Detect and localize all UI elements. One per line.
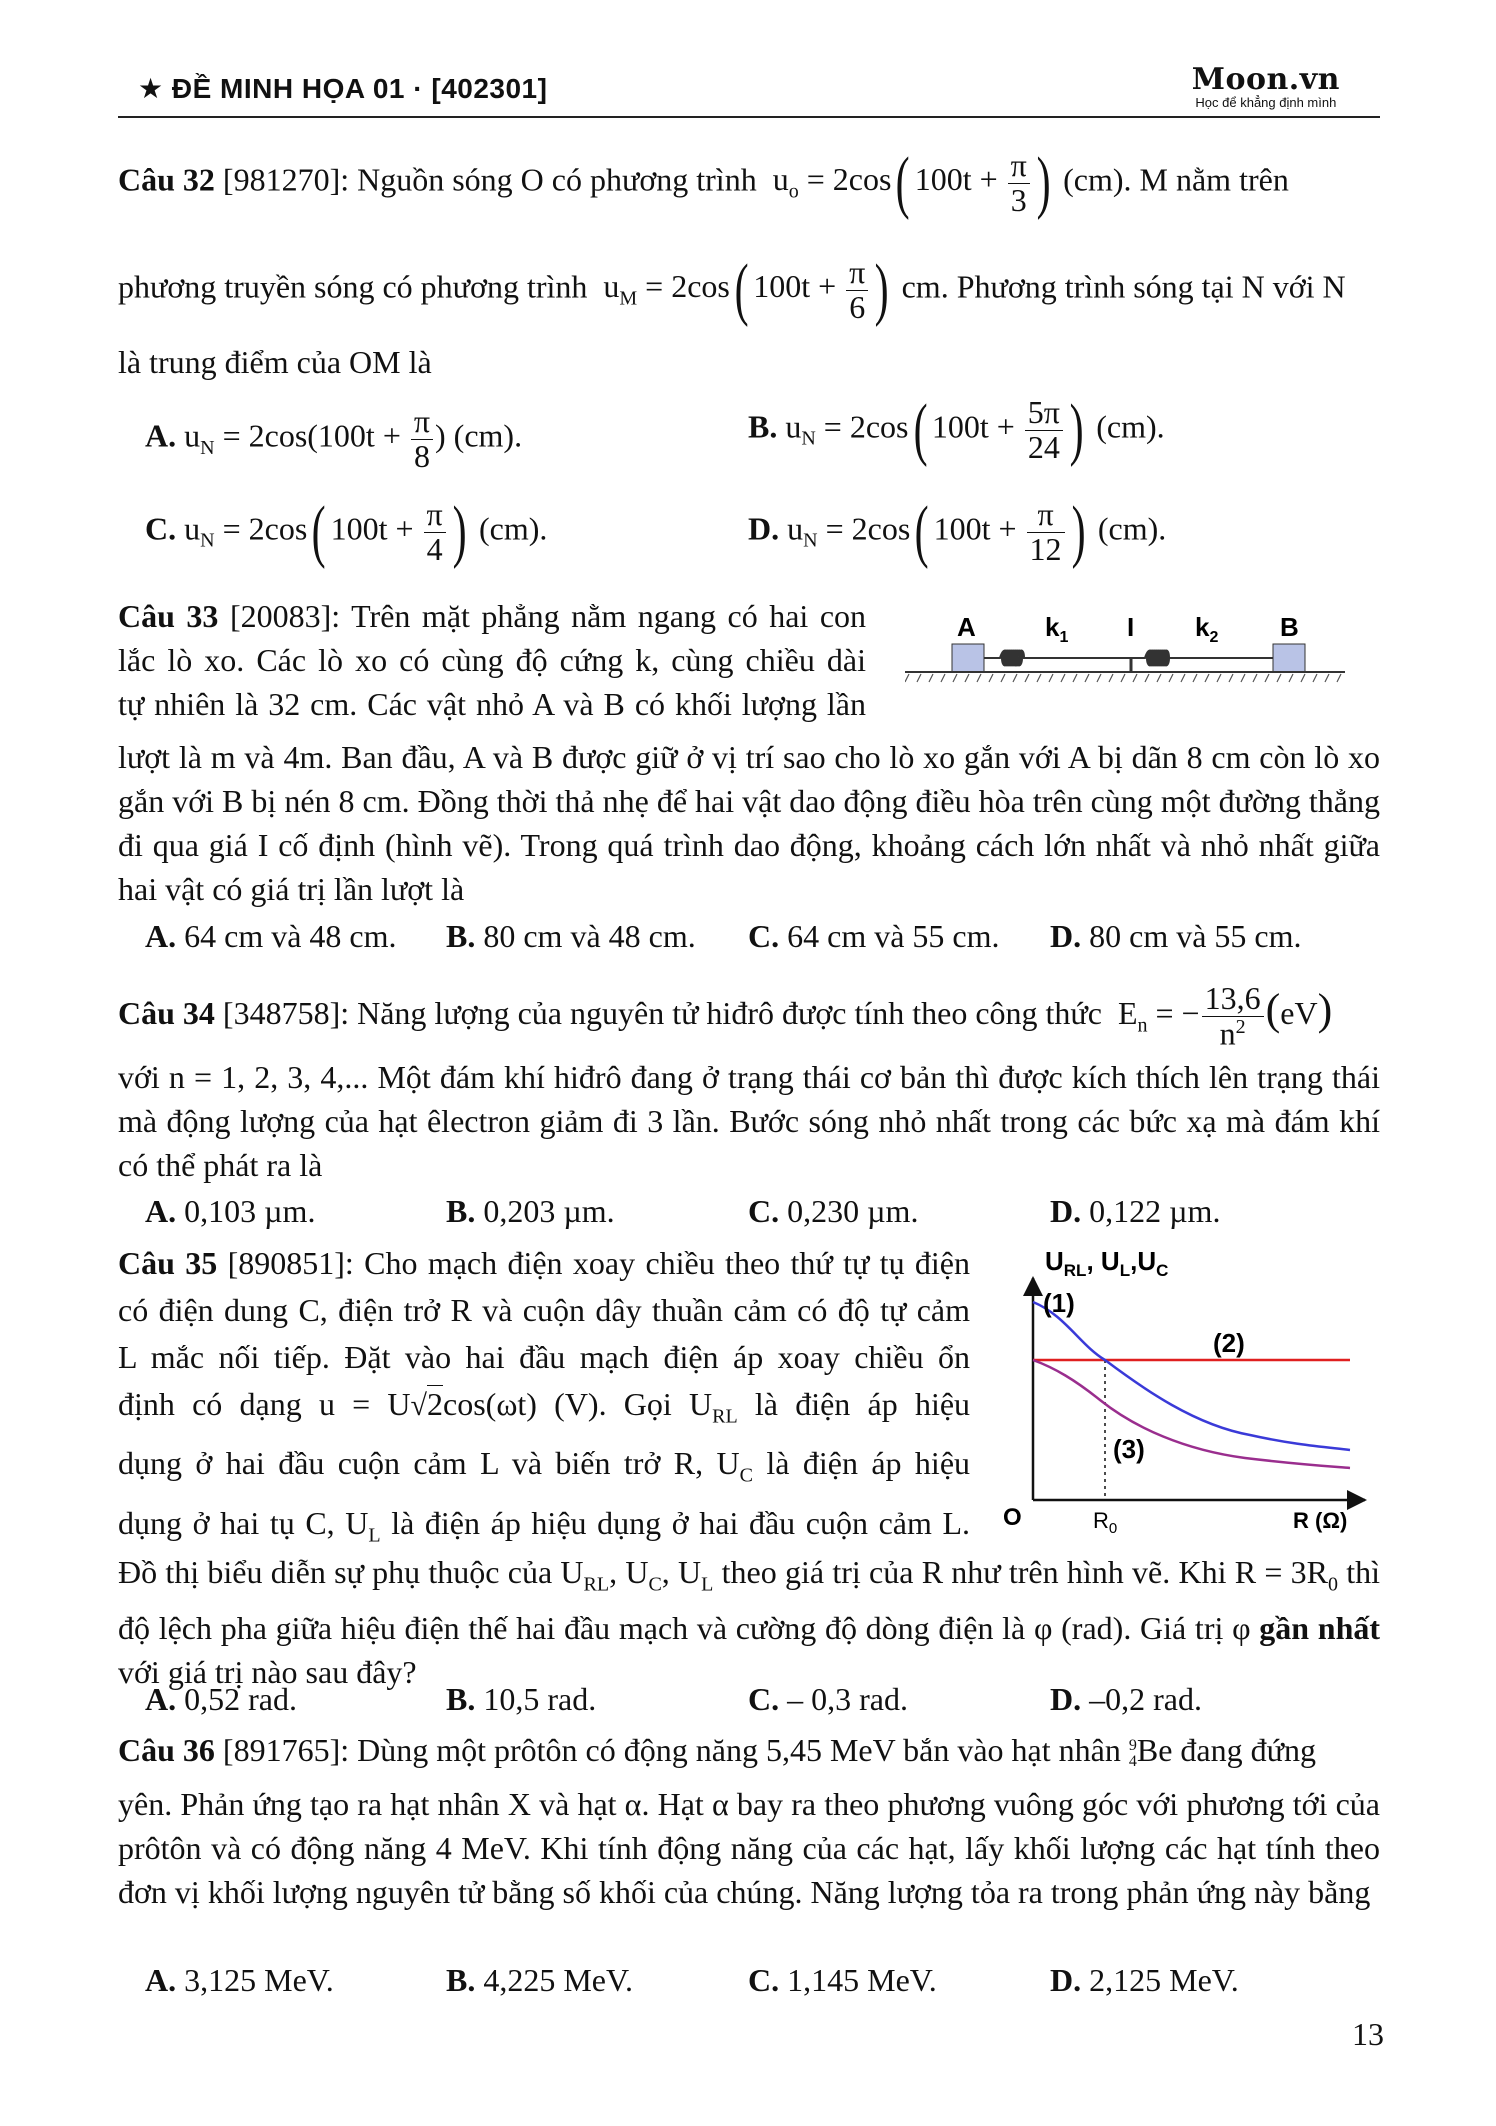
- option-35-c[interactable]: [748, 1681, 908, 1718]
- question-34: [118, 982, 1380, 1051]
- option-unit: (cm).: [1097, 510, 1167, 547]
- option-label: B.: [748, 408, 778, 445]
- question-id: [891765]:: [222, 1732, 350, 1768]
- option-text: 2,125 MeV.: [1089, 1962, 1239, 1998]
- question-text: yên. Phản ứng tạo ra hạt nhân X và hạt α. Hạt α bay ra theo phương vuông góc với phương tới của prôtôn và có động năng 4 MeV. Khi tính động năng của các hạt, lấy khối lượng các hạt tính theo đơn vị khối lượng nguyên tử bằng số khối của chúng. Năng lượng tỏa ra trong phản ứng này bằng: [118, 1786, 1380, 1910]
- option-label: D.: [1050, 1962, 1082, 1998]
- block-b: [1273, 644, 1305, 672]
- brand-name: Moon.vn: [1191, 62, 1340, 97]
- question-text: định có dạng: [118, 1386, 302, 1422]
- k2-text: k: [1195, 612, 1210, 642]
- option-label: C.: [748, 1193, 780, 1229]
- label-b: B: [1280, 612, 1299, 642]
- option-35-a[interactable]: [145, 1681, 297, 1718]
- question-id: [890851]:: [227, 1245, 354, 1281]
- question-text: Nguồn sóng O có phương trình: [357, 161, 757, 198]
- question-text: , U: [661, 1554, 702, 1590]
- formula-u: u = U√2cos(ωt): [318, 1386, 537, 1422]
- question-text: , U: [609, 1554, 649, 1590]
- curve-1-label: (1): [1043, 1288, 1075, 1318]
- option-unit: (cm).: [453, 417, 523, 454]
- question-33: [118, 594, 866, 726]
- option-label: C.: [748, 918, 780, 954]
- ylabel-u3: U: [1137, 1246, 1157, 1276]
- formula-en: $E_n$ = − $\frac{13,6}{n^2}$ (eV): [1109, 980, 1333, 1052]
- label-i: I: [1127, 612, 1135, 642]
- option-label: D.: [1050, 1193, 1082, 1229]
- frac-num: 13,6: [1202, 982, 1264, 1017]
- block-a: [952, 644, 984, 672]
- question-text: Đồ thị biểu diễn sự phụ thuộc của U: [118, 1554, 584, 1590]
- question-text: L mắc nối tiếp. Đặt vào hai đầu mạch điện áp xoay chiều ổn: [118, 1339, 970, 1375]
- spring-k2: [1131, 651, 1273, 666]
- question-label: Câu 36: [118, 1732, 215, 1768]
- question-id: [348758]:: [222, 994, 350, 1031]
- option-33-a[interactable]: [145, 918, 397, 955]
- emphasis-text: nhất: [1317, 1610, 1381, 1647]
- spring-k1: [984, 651, 1131, 666]
- option-35-b[interactable]: [446, 1681, 596, 1718]
- frac-num: π: [411, 405, 433, 440]
- option-label: D.: [1050, 1681, 1082, 1717]
- question-label: Câu 33: [118, 598, 219, 634]
- question-text: là trung điểm của OM là: [118, 344, 432, 380]
- option-text: 80 cm và 55 cm.: [1089, 918, 1302, 954]
- formula-um: $u_M = 2\cos$( 100t + $\frac{\pi}{6}$ ): [595, 251, 889, 328]
- question-text: lắc lò xo. Các lò xo có cùng độ cứng k, cùng chiều dài: [118, 642, 866, 678]
- option-label: C.: [145, 510, 177, 547]
- k1-text: k: [1045, 612, 1060, 642]
- question-text: thì độ lệch pha giữa hiệu điện thế hai đầu mạch và cường độ dòng điện là φ (rad). Giá trị φ: [118, 1554, 1381, 1647]
- frac-den: 24: [1027, 428, 1060, 465]
- question-text: là điện áp hiệu dụng ở hai đầu cuộn cảm L.: [391, 1504, 971, 1541]
- y-axis-label: $U_{RL}$, $U_L,U_C$: [1045, 1246, 1169, 1280]
- option-text: 3,125 MeV.: [184, 1962, 334, 1998]
- option-text: 0,230 µm.: [787, 1193, 919, 1229]
- frac-num: π: [1027, 498, 1065, 533]
- question-33-para: [118, 735, 1380, 911]
- option-32-c[interactable]: C. $u_N = 2\cos$( 100t + $\frac{\pi}{4}$ ) (cm).: [145, 493, 548, 570]
- question-36-para: [118, 1782, 1380, 1914]
- option-36-a[interactable]: [145, 1962, 334, 1999]
- question-text: lượt là m và 4m. Ban đầu, A và B được giữ ở vị trí sao cho lò xo gắn với A bị dãn 8 cm còn lò xo gắn với B bị nén 8 cm. Đồng thời thả nhẹ để hai vật dao động điều hòa trên cùng một đường thẳng đi qua giá I cố định (hình vẽ). Trong quá trình dao động, khoảng cách lớn nhất và nhỏ nhất giữa hai vật có giá trị lần lượt là: [118, 739, 1380, 907]
- k2-sub: 2: [1209, 629, 1219, 646]
- option-text: 0,103 µm.: [184, 1193, 316, 1229]
- option-33-b[interactable]: [446, 918, 696, 955]
- page-number: 13: [1352, 2016, 1384, 2052]
- urc-graph: [995, 1240, 1375, 1540]
- ylabel-u1: U: [1045, 1246, 1064, 1276]
- brand-logo: [1192, 62, 1340, 110]
- brand-slogan: Học để khẳng định mình: [1195, 95, 1337, 110]
- option-text: 64 cm và 48 cm.: [184, 918, 397, 954]
- nucleus-symbol: Be: [1136, 1732, 1173, 1768]
- question-text: tự nhiên là 32 cm. Các vật nhỏ A và B có khối lượng lần: [118, 686, 866, 722]
- option-unit: (cm).: [478, 510, 548, 547]
- question-text: Trên mặt phẳng nằm ngang có hai con: [351, 598, 867, 634]
- option-34-d[interactable]: [1050, 1193, 1220, 1230]
- option-34-b[interactable]: [446, 1193, 615, 1230]
- question-label: Câu 35: [118, 1245, 218, 1281]
- question-label: Câu 32: [118, 161, 215, 198]
- option-text: 10,5 rad.: [483, 1681, 597, 1717]
- question-text: cm. Phương trình sóng tại N với N: [901, 268, 1346, 305]
- option-33-d[interactable]: [1050, 918, 1302, 955]
- question-text: Năng lượng của nguyên tử hiđrô được tính theo công thức: [357, 994, 1102, 1031]
- nucleus-be: 9 4Be: [1128, 1732, 1173, 1770]
- curve-3-label: (3): [1113, 1434, 1145, 1464]
- option-36-b[interactable]: [446, 1962, 633, 1999]
- option-unit: (cm).: [1096, 408, 1165, 445]
- question-36: [118, 1728, 1380, 1772]
- option-34-a[interactable]: [145, 1193, 315, 1230]
- page-header: [118, 60, 1380, 118]
- option-label: C.: [748, 1681, 780, 1717]
- option-label: B.: [446, 1962, 476, 1998]
- question-text: với giá trị nào sau đây?: [118, 1654, 417, 1691]
- option-label: B.: [446, 1193, 476, 1229]
- question-text: Cho mạch điện xoay chiều theo thứ tự tụ điện: [364, 1245, 971, 1281]
- question-text: Dùng một prôtôn có động năng 5,45 MeV bắn vào hạt nhân: [357, 1732, 1121, 1768]
- question-35-para: Đồ thị biểu diễn sự phụ thuộc của $U_{RL}$, $U_C$, $U_L$ theo giá trị của R như trên hình vẽ. Khi $R = 3R_0$ thì độ lệch pha giữa hiệu điện thế hai đầu mạch và cường độ dòng điện là φ (rad). Giá trị φ gần nhất với giá trị nào sau đây?: [118, 1554, 1381, 1691]
- option-33-c[interactable]: [748, 918, 1000, 955]
- question-text: dụng ở hai tụ C, U: [118, 1504, 369, 1541]
- k1-sub: 1: [1059, 629, 1069, 646]
- question-text: (cm). M nằm trên: [1063, 161, 1289, 198]
- option-label: A.: [145, 1681, 177, 1717]
- question-text: phương truyền sóng có phương trình: [118, 268, 588, 305]
- label-k1: [1045, 612, 1068, 646]
- option-text: 4,225 MeV.: [483, 1962, 633, 1998]
- x-axis-label: R (Ω): [1293, 1508, 1348, 1533]
- frac-num: π: [424, 498, 446, 533]
- curve-2-label: (2): [1213, 1328, 1245, 1358]
- r0-label: $R_0$: [1093, 1508, 1118, 1537]
- option-text: 64 cm và 55 cm.: [787, 918, 1000, 954]
- question-id: [981270]:: [222, 161, 350, 198]
- r0-text: R: [1093, 1508, 1109, 1533]
- label-k2: [1195, 612, 1218, 646]
- question-text: đang đứng: [1180, 1732, 1316, 1768]
- question-id: [20083]:: [229, 598, 341, 634]
- question-32-line3: [118, 340, 432, 384]
- question-text: (V). Gọi U: [554, 1386, 713, 1422]
- ylabel-u2: U: [1100, 1246, 1120, 1276]
- question-32: [118, 144, 1380, 221]
- option-text: 80 cm và 48 cm.: [483, 918, 696, 954]
- question-text: dụng ở hai đầu cuộn cảm L và biến trở R, U: [118, 1445, 740, 1482]
- question-text: là điện áp hiệu: [766, 1445, 971, 1482]
- emphasis-text: gần: [1259, 1610, 1310, 1647]
- frac-den: 8: [413, 437, 430, 474]
- question-text: với n = 1, 2, 3, 4,... Một đám khí hiđrô đang ở trạng thái cơ bản thì được kích thích lên trạng thái mà động lượng của hạt êlectron giảm đi 3 lần. Bước sóng nhỏ nhất trong các bức xạ mà đám khí có thể phát ra là: [118, 1059, 1380, 1183]
- option-label: D.: [1050, 918, 1082, 954]
- option-36-c[interactable]: [748, 1962, 937, 1999]
- spring-figure: [905, 602, 1345, 692]
- option-34-c[interactable]: [748, 1193, 918, 1230]
- formula-uo: $u_o = 2\cos$( 100t + $\frac{\pi}{3}$ ): [764, 144, 1051, 221]
- option-label: D.: [748, 510, 780, 547]
- curve-1: [1033, 1302, 1350, 1450]
- option-label: A.: [145, 417, 177, 454]
- option-label: A.: [145, 918, 177, 954]
- option-32-a[interactable]: A. $u_N = 2\cos(100t$ + $\frac{\pi}{8}$ ) (cm).: [145, 403, 523, 474]
- frac-num: 5π: [1025, 396, 1063, 431]
- exam-title: ★ ĐỀ MINH HỌA 01 · [402301]: [138, 73, 548, 104]
- question-35: Câu 35 [890851]: Cho mạch điện xoay chiều theo thứ tự tụ điện có điện dung C, điện trở R và cuộn dây thuần cảm có độ tự cảm L mắc nối tiếp. Đặt vào hai đầu mạch điện áp xoay chiều ổn định có dạng u = U√2cos(ωt) (V). Gọi $U_{RL}$ là điện áp hiệu dụng ở hai đầu cuộn cảm L và biến trở R, $U_C$ là điện áp hiệu dụng ở hai tụ C, $U_L$ là điện áp hiệu dụng ở hai đầu cuộn cảm L.: [118, 1245, 971, 1547]
- option-text: – 0,3 rad.: [787, 1681, 908, 1717]
- option-text: 0,203 µm.: [483, 1193, 615, 1229]
- label-a: A: [957, 612, 976, 642]
- option-35-d[interactable]: [1050, 1681, 1202, 1718]
- option-label: A.: [145, 1193, 177, 1229]
- question-text: theo giá trị của R như trên hình vẽ. Khi R = 3R: [713, 1554, 1328, 1590]
- option-32-b[interactable]: B. $u_N = 2\cos$( 100t + $\frac{5\pi}{24}$ ) (cm).: [748, 391, 1165, 468]
- frac-den: 4: [426, 530, 443, 567]
- option-text: –0,2 rad.: [1089, 1681, 1202, 1717]
- option-label: B.: [446, 1681, 476, 1717]
- option-36-d[interactable]: [1050, 1962, 1239, 1999]
- option-32-d[interactable]: D. $u_N = 2\cos$( 100t + $\frac{\pi}{12}$ ) (cm).: [748, 493, 1167, 570]
- question-text: có điện dung C, điện trở R và cuộn dây thuần cảm có độ tự cảm: [118, 1292, 970, 1328]
- frac-den: 12: [1029, 530, 1062, 567]
- option-label: C.: [748, 1962, 780, 1998]
- option-label: B.: [446, 918, 476, 954]
- question-label: Câu 34: [118, 994, 215, 1031]
- origin-label: O: [1003, 1504, 1022, 1531]
- option-label: A.: [145, 1962, 177, 1998]
- option-text: 1,145 MeV.: [787, 1962, 937, 1998]
- option-text: 0,52 rad.: [184, 1681, 297, 1717]
- ground-hatch: [905, 674, 1341, 682]
- question-34-para: [118, 1055, 1380, 1187]
- question-text: là điện áp hiệu: [754, 1386, 971, 1422]
- option-text: 0,122 µm.: [1089, 1193, 1221, 1229]
- question-32-line2: [118, 251, 1380, 328]
